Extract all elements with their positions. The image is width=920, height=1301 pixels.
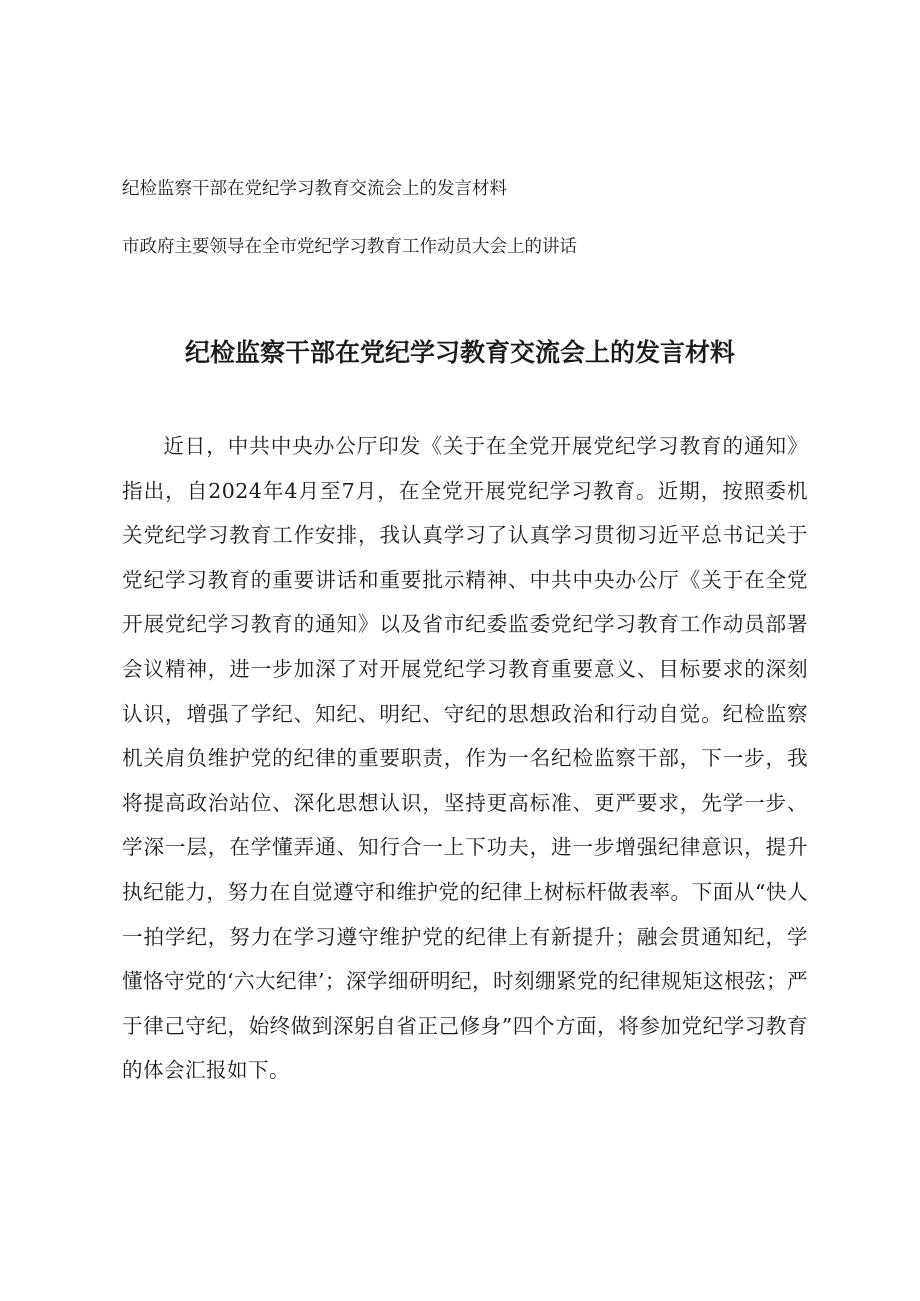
body-paragraph: 近日，中共中央办公厅印发《关于在全党开展党纪学习教育的通知》指出，自2024年4月至7月，在全党开展党纪学习教育。近期，按照委机关党纪学习教育工作安排，我认真学习了认真学习贯彻习近平总书记关于党纪学习教育的重要讲话和重要批示精神、中共中央办公厅《关于在全党开展党纪学习教育的通知》以及省市纪委监委党纪学习教育工作动员部署会议精神，进一步加深了对开展党纪学习教育重要意义、目标要求的深刻认识，增强了学纪、知纪、明纪、守纪的思想政治和行动自觉。纪检监察机关肩负维护党的纪律的重要职责，作为一名纪检监察干部，下一步，我将提高政治站位、深化思想认识，坚持更高标准、更严要求，先学一步、学深一层，在学懂弄通、知行合一上下功夫，进一步增强纪律意识，提升执纪能力，努力在自觉遵守和维护党的纪律上树标杆做表率。下面从“快人一拍学纪，努力在学习遵守维护党的纪律上有新提升；融会贯通知纪，学懂恪守党的‘六大纪律’；深学细研明纪，时刻绷紧党的纪律规矩这根弦；严于律己守纪，始终做到深躬自省正己修身”四个方面，将参加党纪学习教育的体会汇报如下。 <box>122 434 808 1083</box>
toc-item-speech-material: 纪检监察干部在党纪学习教育交流会上的发言材料 <box>122 179 507 199</box>
table-of-contents <box>122 176 822 260</box>
toc-item-mobilization-speech: 市政府主要领导在全市党纪学习教育工作动员大会上的讲话 <box>122 237 577 257</box>
document-title: 纪检监察干部在党纪学习教育交流会上的发言材料 <box>184 338 735 367</box>
